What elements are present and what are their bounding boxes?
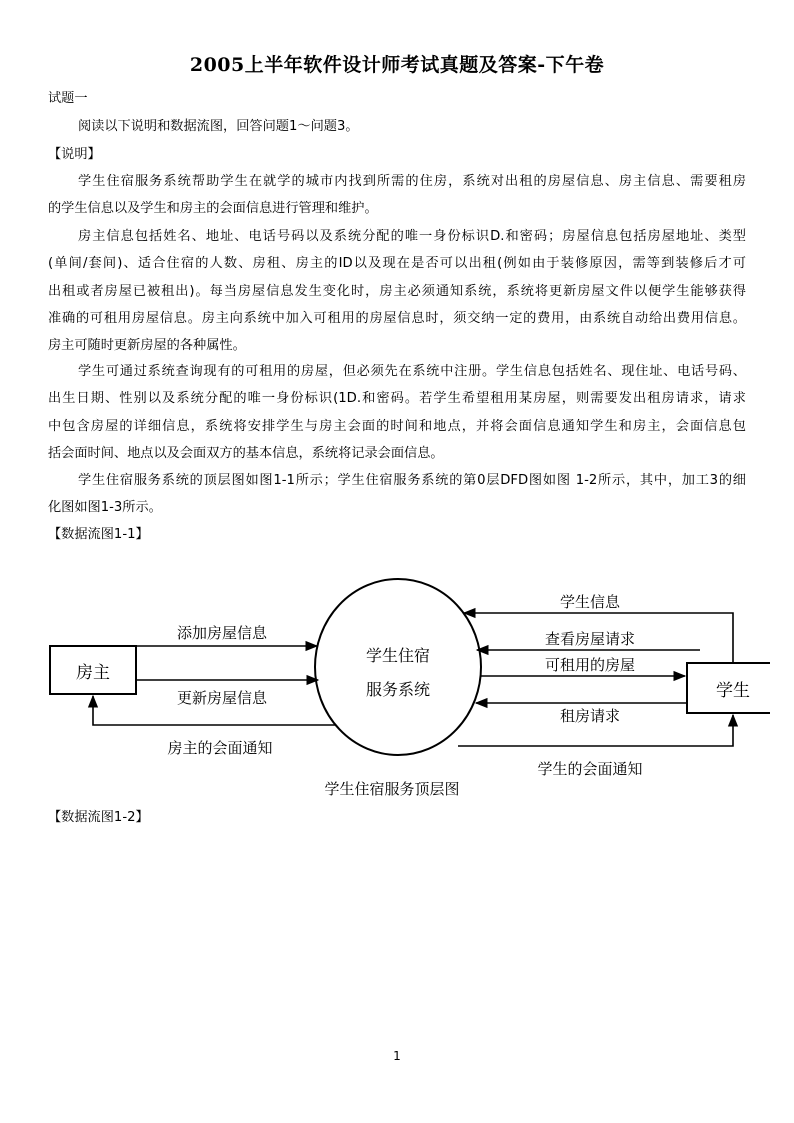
paragraph-line: 房主信息包括姓名、地址、电话号码以及系统分配的唯一身份标识D.和密码；房屋信息包括房屋地址、类型 [78,229,746,244]
paragraph-line: 括会面时间、地点以及会面双方的基本信息，系统将记录会面信息。 [48,446,444,461]
figure1-label: 【数据流图1-1】 [48,527,149,542]
paragraph-line: (单间/套间)、适合住宿的人数、房租、房主的ID以及现在是否可以出租(例如由于装修原因，需等到装修后才可 [48,256,746,271]
paragraph-line: 学生可通过系统查询现有的可租用的房屋，但必须先在系统中注册。学生信息包括姓名、现住址、电话号码、 [78,364,746,379]
page-number: 1 [393,1049,401,1063]
paragraph-line: 准确的可租用房屋信息。房主向系统中加入可租用的房屋信息时，须交纳一定的费用，由系统自动给出费用信息。 [48,311,746,326]
flow-rent-request-label: 租房请求 [559,707,621,725]
paragraph-line: 房主可随时更新房屋的各种属性。 [48,338,246,353]
paragraph-line: 中包含房屋的详细信息，系统将安排学生与房主会面的时间和地点，并将会面信息通知学生和房主，会面信息包 [48,419,746,434]
student-entity-label: 学生 [716,681,750,701]
question-heading: 试题一 [48,91,88,106]
process-label-line1: 学生住宿 [365,646,431,665]
paragraph-line: 出生日期、性别以及系统分配的唯一身份标识(1D.和密码。若学生希望租用某房屋，则需要发出租房请求，请求 [48,391,746,406]
figure2-label: 【数据流图1-2】 [48,810,149,825]
flow-available-houses-label: 可租用的房屋 [544,656,636,674]
document-title: 2005上半年软件设计师考试真题及答案-下午卷 [189,54,605,76]
diagram-caption: 学生住宿服务顶层图 [324,780,460,798]
dataflow-diagram-1-1 [30,560,770,810]
flow-landlord-meeting-label: 房主的会面通知 [167,739,273,757]
flow-student-info-label: 学生信息 [559,593,621,611]
instruction-text: 阅读以下说明和数据流图，回答问题1～问题3。 [78,119,359,134]
paragraph-line: 学生住宿服务系统帮助学生在就学的城市内找到所需的住房，系统对出租的房屋信息、房主信息、需要租房 [78,174,746,189]
paragraph-line: 学生住宿服务系统的顶层图如图1-1所示；学生住宿服务系统的第0层DFD图如图 1-2所示，其中，加工3的细 [78,473,746,488]
flow-update-house-label: 更新房屋信息 [176,689,268,707]
paragraph-line: 的学生信息以及学生和房主的会面信息进行管理和维护。 [48,201,378,216]
system-process-circle [315,579,481,755]
section-label: 【说明】 [48,147,101,162]
paragraph-line: 出租或者房屋已被租出)。每当房屋信息发生变化时，房主必须通知系统，系统将更新房屋文件以便学生能够获得 [48,284,746,299]
process-label-line2: 服务系统 [365,680,431,699]
paragraph-line: 化图如图1-3所示。 [48,500,162,515]
landlord-entity-label: 房主 [76,663,110,683]
flow-add-house-label: 添加房屋信息 [176,624,268,642]
flow-view-request-label: 查看房屋请求 [544,630,636,648]
flow-student-meeting-label: 学生的会面通知 [537,760,643,778]
